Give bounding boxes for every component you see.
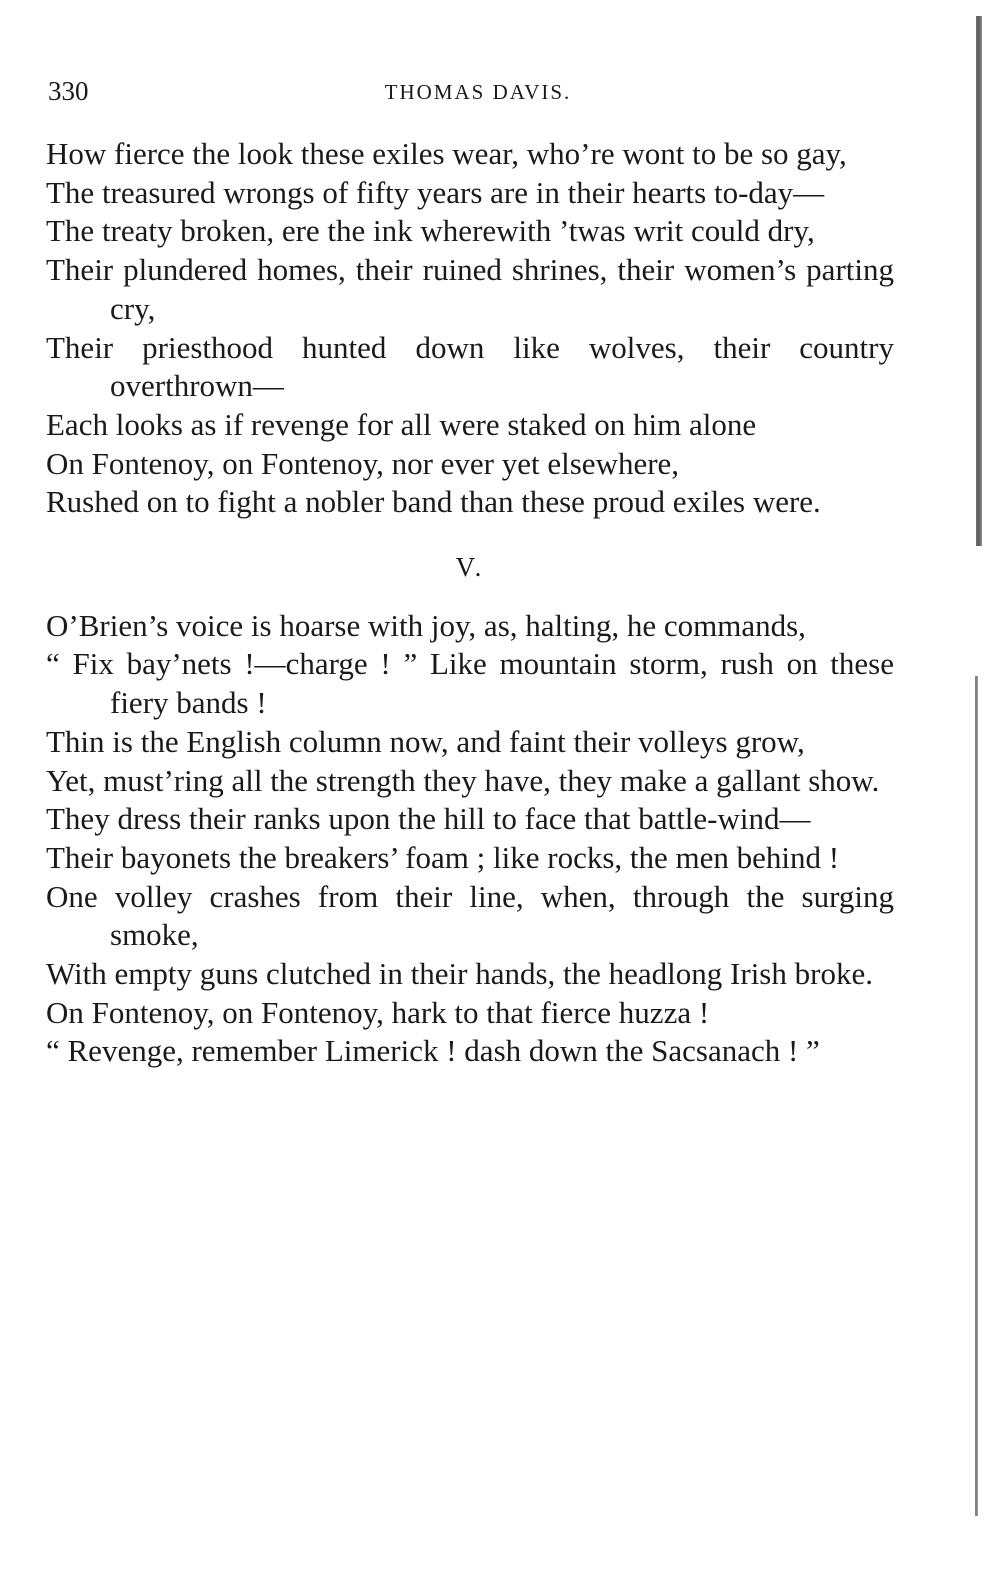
stanza-v — [46, 607, 894, 1071]
page-number: 330 — [48, 76, 89, 106]
page-header — [48, 76, 908, 116]
verse-line: On Fontenoy, on Fontenoy, nor ever yet elsewhere, — [46, 445, 680, 481]
verse-line: With empty guns clutched in their hands, the headlong Irish broke. — [46, 956, 873, 992]
poem-text — [46, 135, 894, 1071]
verse-line: Thin is the English column now, and faint their volleys grow, — [46, 723, 805, 759]
verse-line: Each looks as if revenge for all were staked on him alone — [46, 406, 757, 442]
verse-line: Rushed on to fight a nobler band than these proud exiles were. — [46, 484, 821, 520]
verse-line: On Fontenoy, on Fontenoy, hark to that fierce huzza ! — [46, 994, 710, 1030]
verse-line: They dress their ranks upon the hill to face that battle-wind— — [46, 801, 811, 837]
verse-line: Their bayonets the breakers’ foam ; like rocks, the men behind ! — [46, 839, 840, 875]
verse-line: Their plundered homes, their ruined shrines, their women’s parting cry, — [46, 252, 894, 326]
section-numeral: V. — [455, 552, 485, 583]
verse-line: Their priesthood hunted down like wolves, their country overthrown— — [46, 329, 894, 404]
verse-line: O’Brien’s voice is hoarse with joy, as, halting, he commands, — [46, 607, 806, 643]
verse-line: The treaty broken, ere the ink wherewith ’twas writ could dry, — [46, 213, 815, 249]
verse-line: “ Fix bay’nets !—charge ! ” Like mountain storm, rush on these fiery bands ! — [46, 646, 894, 721]
page-edge-shadow — [975, 676, 978, 1516]
verse-line: Yet, must’ring all the strength they have, they make a gallant show. — [46, 762, 880, 798]
verse-line: How fierce the look these exiles wear, who’re wont to be so gay, — [46, 136, 847, 171]
stanza-iv — [46, 135, 894, 522]
page-edge-shadow — [976, 16, 982, 546]
verse-line: The treasured wrongs of fifty years are in their hearts to-day— — [46, 174, 825, 210]
verse-line: “ Revenge, remember Limerick ! dash down the Sacsanach ! ” — [46, 1033, 820, 1069]
running-head: THOMAS DAVIS. — [384, 80, 572, 104]
verse-line: One volley crashes from their line, when, through the surging smoke, — [46, 878, 894, 953]
